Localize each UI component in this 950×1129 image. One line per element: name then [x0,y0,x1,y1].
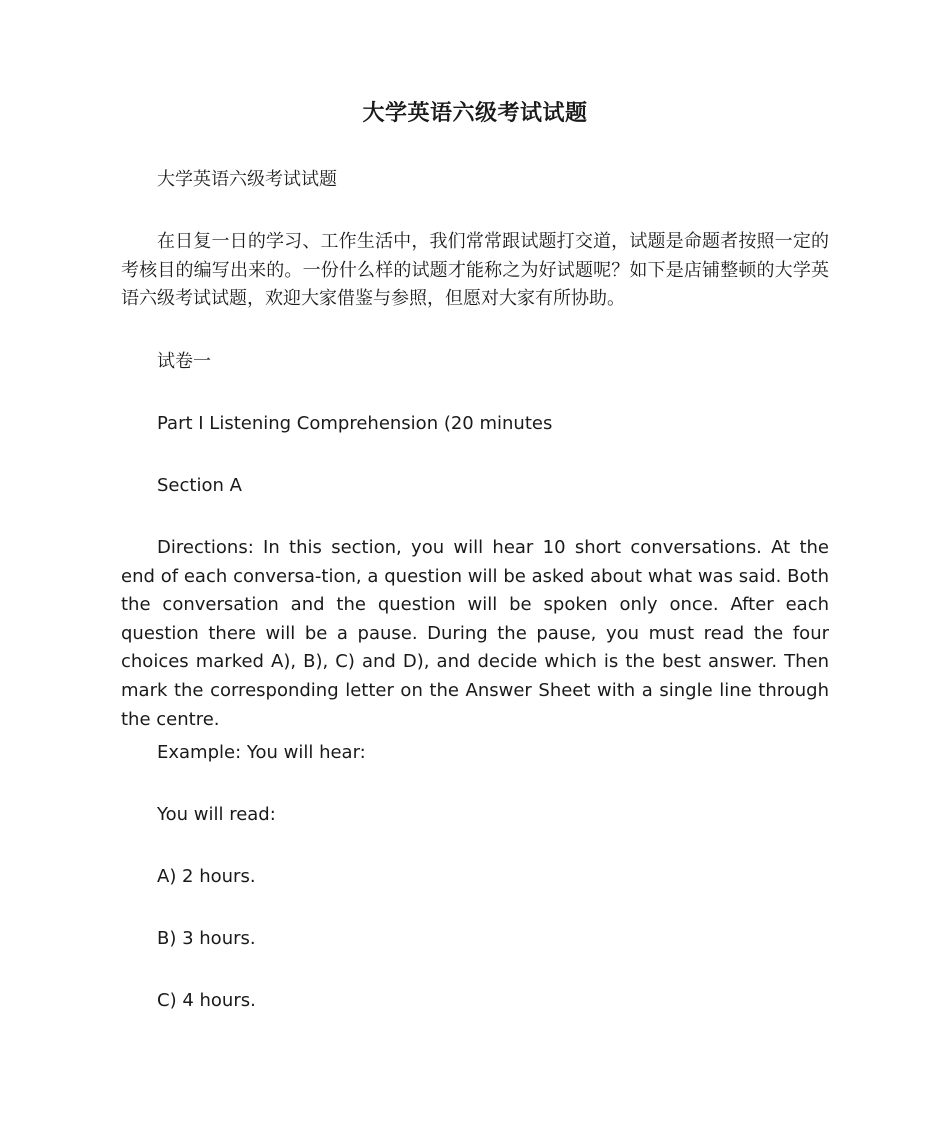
document-title: 大学英语六级考试试题 [362,101,588,126]
paper-label: 试卷一 [157,351,211,372]
example-read-line: You will read: [157,804,276,825]
intro-paragraph: 在日复一日的学习、工作生活中，我们常常跟试题打交道，试题是命题者按照一定的考核目的编写出来的。一份什么样的试题才能称之为好试题呢？如下是店铺整顿的大学英语六级考试试题，欢迎大家借鉴与参照，但愿对大家有所协助。 [121,231,829,310]
option-a: A) 2 hours. [157,866,256,887]
example-hear-line: Example: You will hear: [157,742,366,763]
subtitle-paragraph: 大学英语六级考试试题 [157,169,337,190]
option-b: B) 3 hours. [157,928,256,949]
option-c: C) 4 hours. [157,990,256,1011]
part-heading: Part I Listening Comprehension (20 minutes [157,413,553,434]
section-heading: Section A [157,475,242,496]
directions-paragraph: Directions: In this section, you will hear 10 short conversations. At the end of each conversa-tion, a question will be asked about what was said. Both the conversation and the question will be spoken only once. After each question there will be a pause. During the pause, you must read the four choices marked A), B), C) and D), and decide which is the best answer. Then mark the corresponding letter on the Answer Sheet with a single line through the centre. [121,537,829,730]
